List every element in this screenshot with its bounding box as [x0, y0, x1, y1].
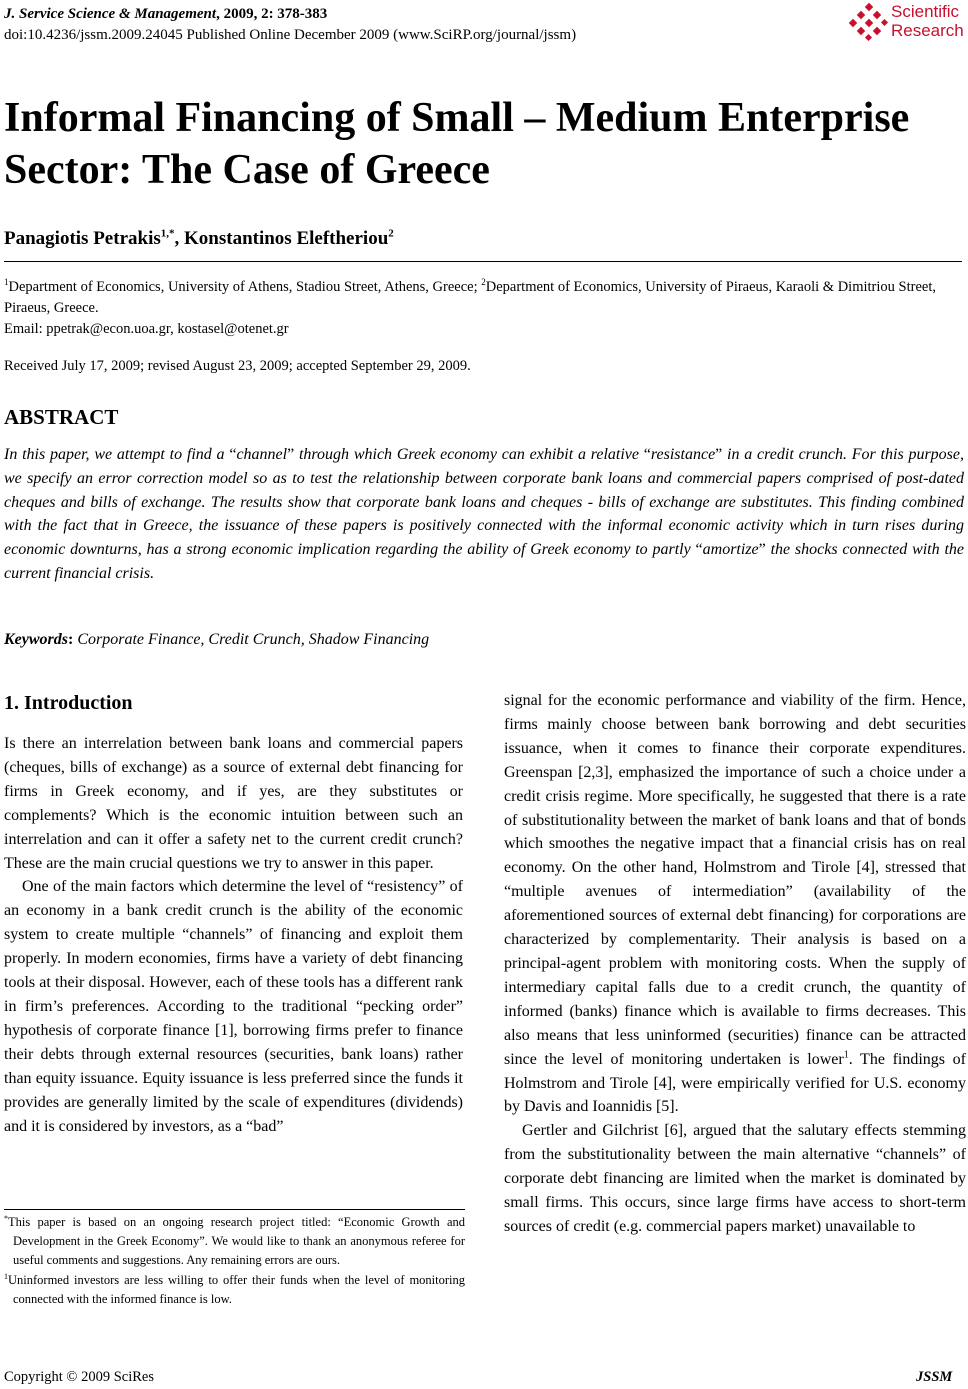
journal-volume: , 2009, 2: 378-383 — [216, 6, 328, 22]
right-column — [504, 689, 966, 1239]
abstract-term: amortize — [702, 541, 759, 559]
abstract-text: in a credit crunch. For this purpose, we specify an error correction model so as to test the relationship between corporate bank loans and commercial papers comprised of post-dated cheques and bills of exchange. The results show that corporate bank loans and cheques - bills of exchange are substitutes. This finding combined with the fact that in Greece, the issuance of these papers is positively connected with the informal economic activity which in turn rises during economic downturns, has a strong economic implication regarding the ability of Greek economy to partly — [4, 446, 965, 559]
abstract-body — [4, 443, 964, 586]
keywords-label: Keywords — [4, 631, 68, 648]
keywords — [4, 629, 429, 651]
abstract-heading: ABSTRACT — [4, 405, 119, 429]
paper-title: Informal Financing of Small – Medium Enterprise Sector: The Case of Greece — [4, 95, 910, 193]
paragraph: Is there an interrelation between bank loans and commercial papers (cheques, bills of exchange) as a source of external debt financing for firms in Greek economy, and if yes, are they substitutes or complements? Which is the economic intuition between such an interrelation and can it offer a safety net to the current credit crunch? These are the main crucial questions we try to answer in this paper. — [4, 735, 463, 872]
quote-mark: ” — [287, 446, 295, 463]
author-name: Panagiotis Petrakis — [4, 228, 161, 249]
affiliation-mark: 1 — [4, 277, 9, 287]
footnote — [4, 1213, 465, 1271]
logo-line-1: Scientific — [891, 2, 960, 21]
abstract-term: channel — [236, 446, 288, 463]
header-divider — [4, 261, 962, 262]
footnote-text: This paper is based on an ongoing research project titled: “Economic Growth and Development in the Greek Economy”. We would like to thank an anonymous referee for useful comments and suggestions. Any remaining errors are ours. — [8, 1215, 465, 1268]
scientific-research-logo-icon — [849, 2, 889, 42]
footnotes — [4, 1213, 465, 1309]
footnote-ref: 1 — [843, 1049, 849, 1061]
abstract-text: through which Greek economy can exhibit a relative — [294, 446, 644, 463]
journal-citation — [4, 4, 327, 24]
copyright: Copyright © 2009 SciRes — [4, 1369, 154, 1385]
received-dates: Received July 17, 2009; revised August 23, 2009; accepted September 29, 2009. — [4, 358, 471, 374]
paragraph — [504, 689, 966, 1119]
abstract-term: resistance — [650, 446, 716, 463]
footnote-mark: 1 — [4, 1271, 8, 1281]
footnote — [4, 1271, 465, 1309]
footnote-mark: * — [4, 1213, 8, 1223]
publisher-logo — [849, 2, 967, 42]
paragraph-text: . The findings of Holmstrom and Tirole [4], were empirically verified for U.S. economy by Davis and Ioannidis [5]. — [504, 1050, 966, 1116]
quote-mark: ” — [758, 541, 766, 559]
quote-mark: “ — [695, 541, 703, 559]
affiliation-text: Department of Economics, University of Athens, Stadiou Street, Athens, Greece; — [8, 278, 482, 295]
quote-mark: “ — [643, 446, 651, 463]
logo-text — [891, 2, 964, 40]
paragraph: Gertler and Gilchrist [6], argued that the salutary effects stemming from the substitutionality between the main alternative “channels” of corporate debt financing are limited when the market is dominated by small firms. This occurs, since large firms have access to short-term sources of credit (e.g. commercial papers market) unavailable to — [504, 1122, 966, 1235]
author-list — [4, 226, 394, 252]
journal-abbreviation: JSSM — [916, 1369, 953, 1385]
doi-line: doi:10.4236/jssm.2009.24045 Published Online December 2009 (www.SciRP.org/journal/jssm) — [4, 27, 577, 43]
author-affiliation-mark: 2 — [388, 227, 394, 240]
affiliation-text: Department of Economics, University of Piraeus, Karaoli & Dimitriou Street, Piraeus, Greece. — [4, 278, 936, 316]
abstract-text: In this paper, we attempt to find a — [4, 446, 230, 463]
paragraph: One of the main factors which determine the level of “resistency” of an economy in a bank credit crunch is the ability of the economic system to create multiple “channels” of financing and exploit them properly. In modern economies, firms have a variety of debt financing tools at their disposal. However, each of these tools has a different rank in firm’s preferences. According to the traditional “pecking order” hypothesis of corporate finance [1], borrowing firms prefer to finance their debts through external resources (securities, bank loans) rather than equity issuance. Equity issuance is less preferred since the funds it provides are generally limited by the scale of expenditures (dividends) and it is considered by investors, as a “bad” — [4, 878, 463, 1135]
journal-name: J. Service Science & Management — [4, 6, 217, 22]
footnote-divider — [4, 1209, 465, 1210]
section-heading: 1. Introduction — [4, 692, 133, 714]
abstract-text: the shocks connected with the current financial crisis. — [4, 541, 964, 582]
affiliation-mark: 2 — [481, 277, 486, 287]
keywords-colon: : — [68, 631, 78, 648]
author-name: Konstantinos Eleftheriou — [184, 228, 389, 249]
quote-mark: “ — [229, 446, 237, 463]
paragraph-text: signal for the economic performance and viability of the firm. Hence, firms mainly choose between bank borrowing and debt securities issuance, when it comes to finance their corporate expenditures. Greenspan [2,3], emphasized the importance of such a choice under a credit crisis regime. More specifically, he suggested that there is a rate of substitutionality between the market of bank loans and that of bonds which smoothes the negative impact that a financial crisis has on real economy. On the other hand, Holmstrom and Tirole [4], stressed that “multiple avenues of intermediation” (availability of the aforementioned sources of external debt financing) for corporations are characterized by complementarity. Their analysis is based on a principal-agent problem with monitoring costs. When the supply of intermediary capital falls due to a credit crunch, the quantity of informed (banks) finance which is available to firms decreases. This also means that less uninformed (securities) finance can be attracted since the level of monitoring undertaken is lower — [504, 692, 966, 1068]
footnote-text: Uninformed investors are less willing to offer their funds when the level of monitoring connected with the informed finance is low. — [8, 1272, 465, 1306]
keywords-value: Corporate Finance, Credit Crunch, Shadow Financing — [77, 631, 430, 648]
quote-mark: ” — [715, 446, 723, 463]
author-email: Email: ppetrak@econ.uoa.gr, kostasel@otenet.gr — [4, 320, 289, 337]
left-column — [4, 732, 463, 1138]
author-affiliation-mark: 1,* — [160, 227, 175, 240]
affiliations — [4, 272, 962, 340]
logo-line-2: Research — [891, 21, 964, 40]
author-separator: , — [174, 228, 184, 249]
